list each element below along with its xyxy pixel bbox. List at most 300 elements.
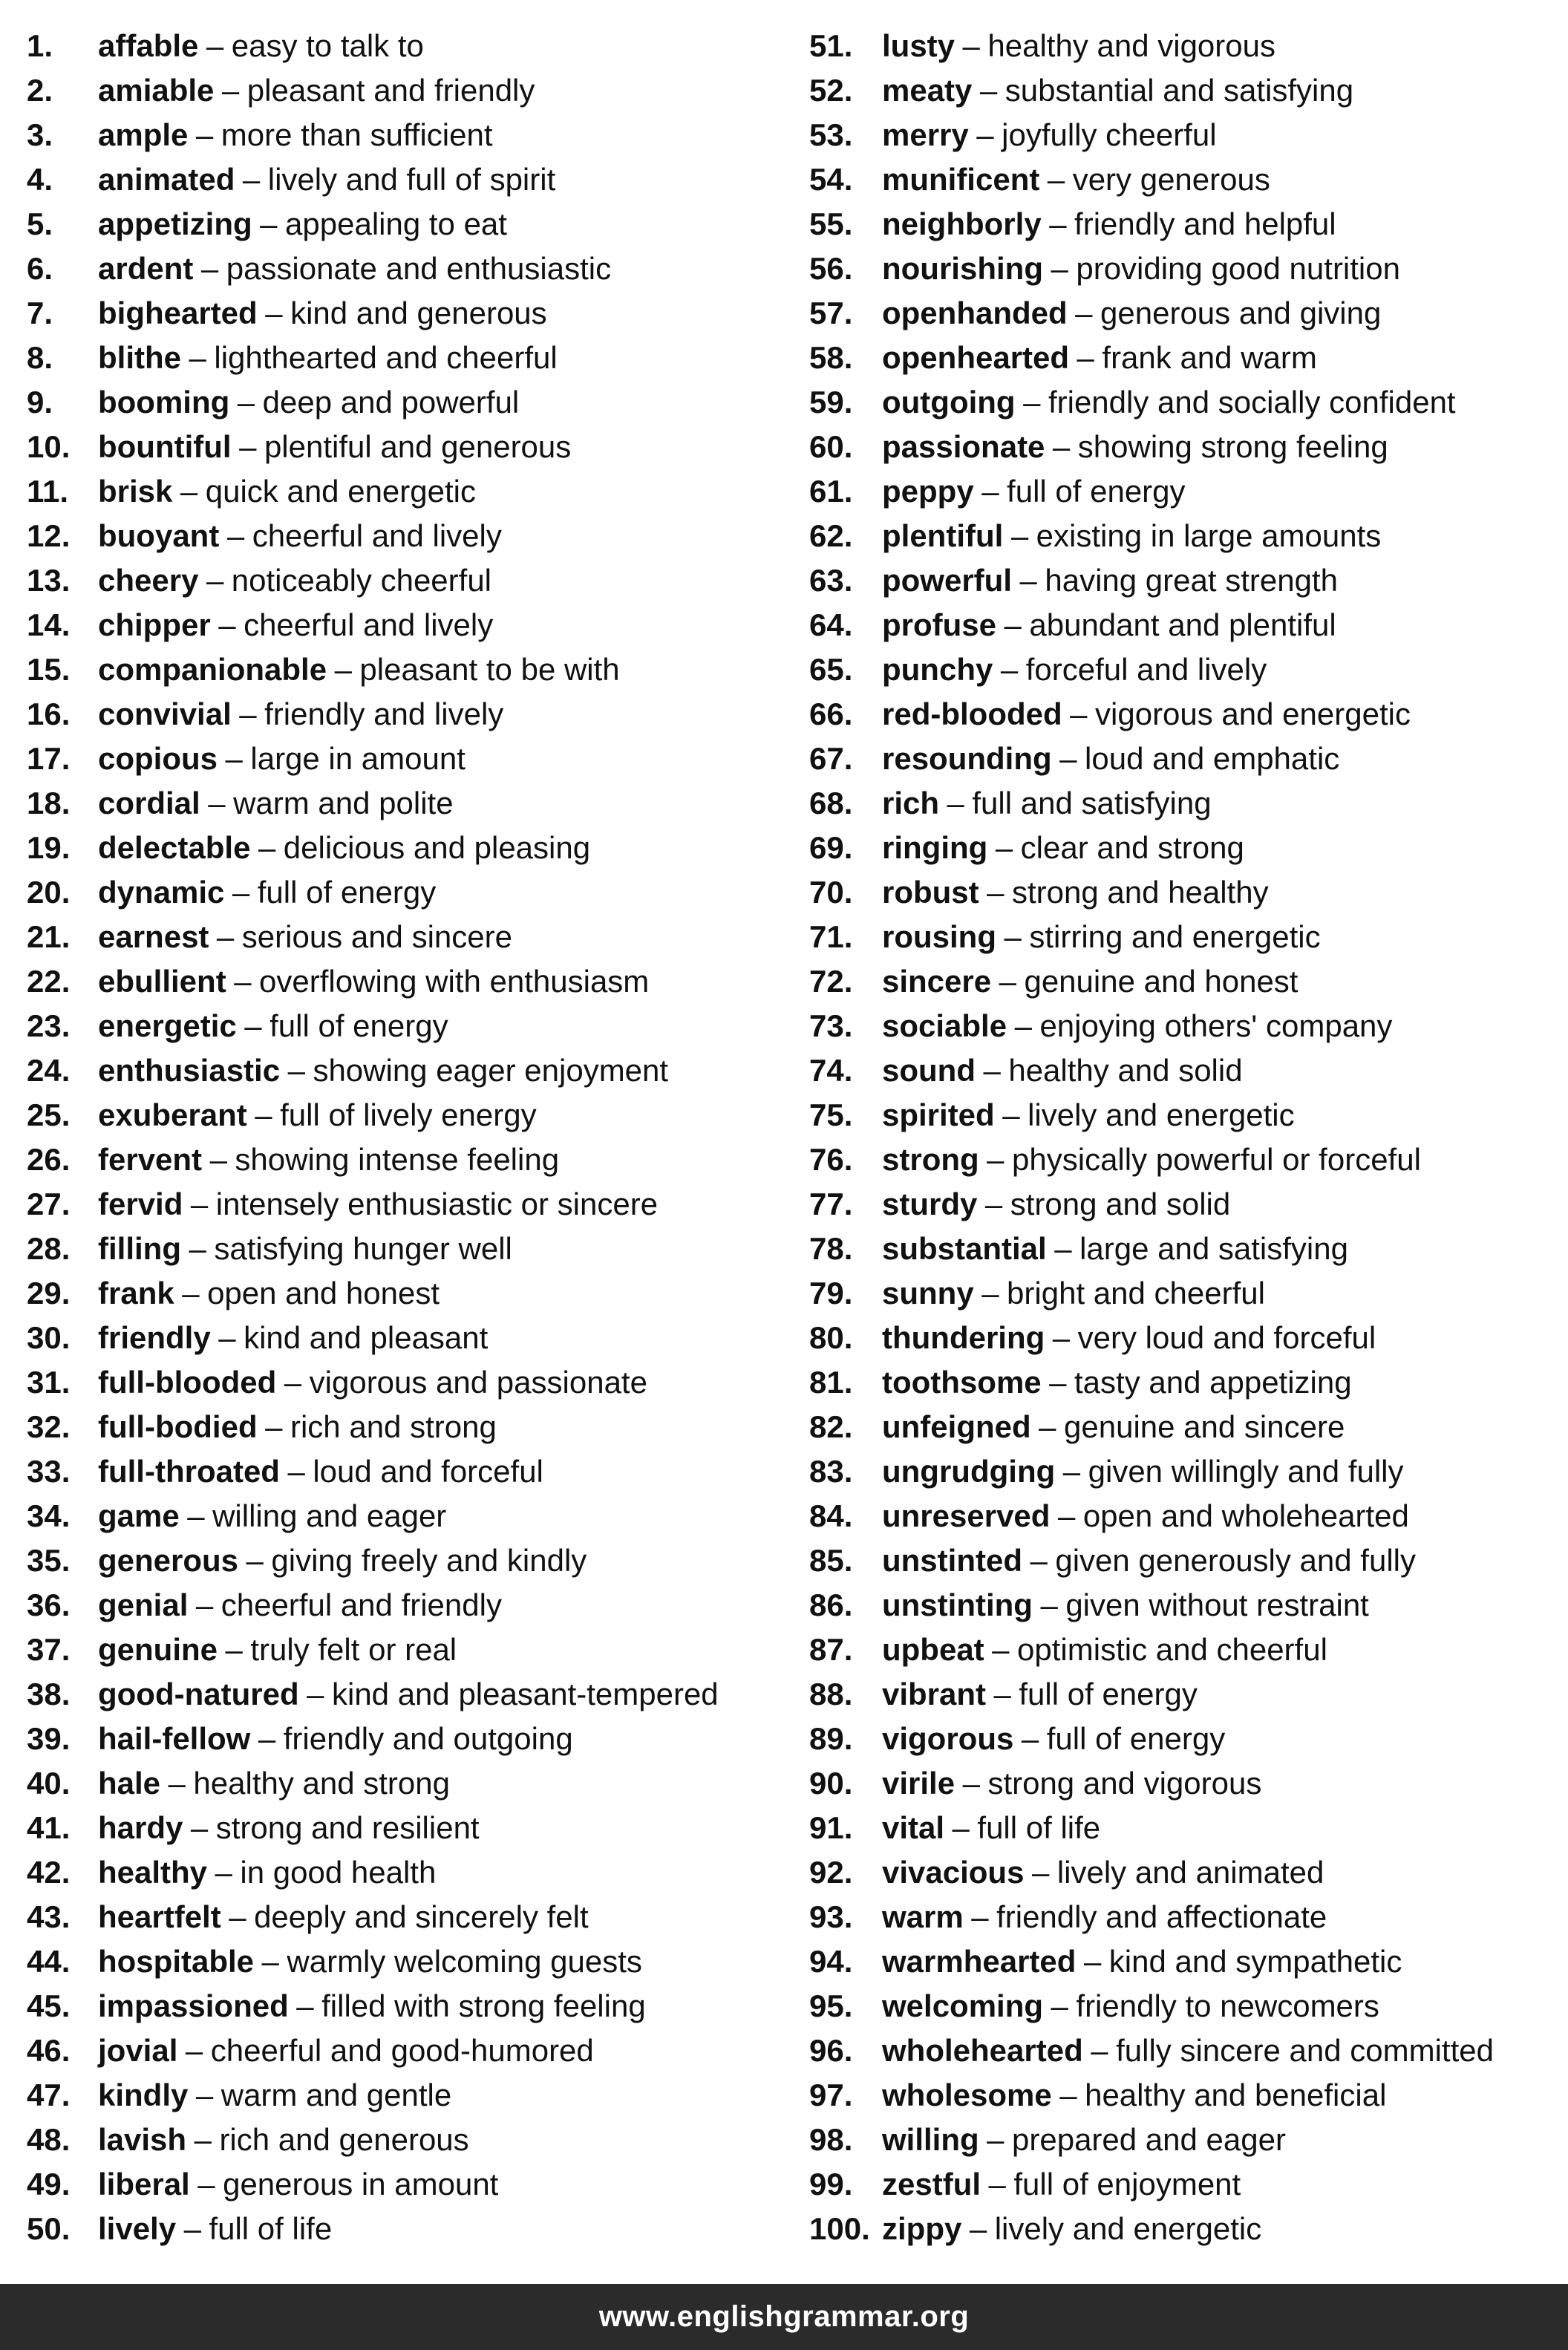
item-number: 94. [809,1944,853,1979]
item-separator: – [1039,1409,1056,1444]
item-word: profuse [882,607,997,642]
list-item [809,915,1559,959]
item-separator: – [1021,1721,1039,1756]
item-word: substantial [882,1231,1047,1266]
item-separator: – [1014,1008,1032,1043]
item-definition: joyfully cheerful [1002,117,1217,152]
list-item [27,647,791,692]
item-number: 71. [809,919,853,954]
list-item [809,68,1559,113]
item-separator: – [242,162,261,197]
item-separator: – [984,1187,1003,1221]
item-word: unstinted [882,1543,1022,1578]
item-definition: easy to talk to [231,28,424,63]
item-word: earnest [98,919,209,954]
list-item [809,1895,1559,1939]
item-number: 80. [809,1320,853,1355]
item-definition: full of life [977,1810,1101,1845]
item-definition: truly felt or real [250,1632,457,1667]
item-word: ample [98,117,189,152]
item-word: amiable [98,73,215,108]
item-definition: friendly and outgoing [283,1721,573,1756]
item-definition: rich and generous [219,2122,469,2157]
item-definition: stirring and energetic [1029,919,1321,954]
list-item [27,2118,791,2162]
item-separator: – [1077,340,1094,375]
item-word: generous [98,1543,239,1578]
item-separator: – [981,1276,999,1311]
item-word: hail-fellow [98,1721,251,1756]
list-item [27,1271,791,1316]
item-definition: pleasant and friendly [246,73,535,108]
item-number: 23. [27,1008,71,1043]
list-item [27,2162,791,2207]
item-number: 8. [27,340,53,375]
list-item [27,1405,791,1449]
item-word: animated [98,162,235,197]
item-separator: – [1051,251,1068,286]
item-definition: abundant and plentiful [1029,607,1336,642]
item-number: 6. [27,251,53,286]
item-word: full-blooded [98,1365,277,1400]
item-separator: – [987,875,1004,910]
item-word: exuberant [98,1097,247,1132]
item-separator: – [1030,1543,1048,1578]
item-definition: full of energy [270,1008,448,1043]
list-item [27,1717,791,1761]
list-item [27,1182,791,1227]
list-item [27,291,791,336]
item-separator: – [244,1008,262,1043]
item-definition: loud and forceful [313,1454,543,1489]
item-word: outgoing [882,385,1016,420]
item-definition: large in amount [250,741,466,776]
item-word: peppy [882,474,974,509]
item-definition: kind and pleasant [244,1320,489,1355]
list-item [809,1182,1559,1227]
item-separator: – [221,73,240,108]
item-separator: – [1052,1320,1071,1355]
item-number: 85. [809,1543,853,1578]
item-separator: – [182,1276,200,1311]
item-definition: noticeably cheerful [231,563,492,598]
item-number: 19. [27,830,71,865]
list-item [27,692,791,737]
item-number: 53. [809,117,853,152]
list-item [809,959,1559,1004]
item-number: 11. [27,474,69,509]
item-separator: – [218,607,236,642]
list-item [27,1138,791,1182]
footer-website-url: www.englishgrammar.org [598,2300,970,2333]
list-item [809,1806,1559,1850]
item-number: 28. [27,1231,71,1266]
item-word: willing [882,2122,979,2157]
item-definition: generous in amount [223,2167,499,2202]
item-number: 27. [27,1187,71,1221]
list-item [809,1761,1559,1806]
list-item [809,692,1559,737]
list-item [27,247,791,291]
item-number: 98. [809,2122,853,2157]
item-separator: – [988,2167,1006,2202]
list-item [27,113,791,157]
item-word: wholehearted [882,2033,1083,2068]
item-definition: generous and giving [1100,296,1382,330]
item-word: unreserved [882,1498,1051,1533]
item-number: 64. [809,607,853,642]
item-separator: – [334,652,352,687]
list-item [27,915,791,959]
list-item [27,1449,791,1494]
list-item [809,2028,1559,2073]
item-separator: – [246,1543,264,1578]
list-item [809,1227,1559,1271]
item-separator: – [226,518,245,553]
item-separator: – [234,964,252,999]
item-definition: passionate and enthusiastic [226,251,612,286]
item-word: filling [98,1231,181,1266]
item-separator: – [258,830,276,865]
item-separator: – [1049,1365,1067,1400]
item-number: 43. [27,1899,71,1934]
item-number: 50. [27,2211,71,2246]
list-item [27,1538,791,1583]
item-definition: showing eager enjoyment [313,1053,669,1088]
item-number: 17. [27,741,71,776]
list-item [809,1360,1559,1405]
item-definition: strong and solid [1010,1187,1231,1221]
item-word: passionate [882,429,1045,464]
item-definition: full of enjoyment [1013,2167,1241,2202]
item-definition: very generous [1072,162,1270,197]
list-item [809,1717,1559,1761]
item-number: 95. [809,1988,853,2023]
item-definition: tasty and appetizing [1074,1365,1352,1400]
list-item [809,1449,1559,1494]
list-item [27,737,791,781]
item-word: ardent [98,251,194,286]
item-word: vigorous [882,1721,1014,1756]
item-separator: – [296,1988,314,2023]
item-number: 29. [27,1276,71,1311]
item-word: resounding [882,741,1052,776]
list-item [27,24,791,68]
item-word: full-bodied [98,1409,258,1444]
list-item [809,826,1559,870]
item-word: lively [98,2211,177,2246]
item-number: 97. [809,2078,853,2112]
item-number: 63. [809,563,853,598]
item-separator: – [239,429,257,464]
item-definition: filled with strong feeling [321,1988,646,2023]
item-separator: – [992,1632,1010,1667]
item-definition: full of energy [257,875,437,910]
item-number: 74. [809,1053,853,1088]
item-word: sociable [882,1008,1007,1043]
item-separator: – [962,28,980,63]
list-item [27,1004,791,1048]
item-separator: – [189,1231,206,1266]
item-definition: given willingly and fully [1088,1454,1404,1489]
item-number: 90. [809,1766,853,1801]
list-item [809,157,1559,202]
item-word: cheery [98,563,199,598]
item-definition: satisfying hunger well [214,1231,512,1266]
item-separator: – [195,117,214,152]
item-word: brisk [98,474,173,509]
item-word: lusty [882,28,956,63]
list-item [809,1538,1559,1583]
list-item [809,291,1559,336]
item-separator: – [969,2211,987,2246]
item-separator: – [976,117,994,152]
item-number: 47. [27,2078,71,2112]
item-separator: – [952,1810,970,1845]
item-definition: strong and healthy [1012,875,1269,910]
item-definition: lively and full of spirit [267,162,556,197]
item-word: genial [98,1587,189,1622]
item-word: warm [882,1899,964,1934]
item-number: 88. [809,1677,853,1711]
list-item [809,1628,1559,1672]
list-item [27,1939,791,1984]
item-definition: healthy and solid [1008,1053,1243,1088]
item-number: 21. [27,919,71,954]
list-item [809,1405,1559,1449]
item-word: rich [882,786,940,820]
item-separator: – [1023,385,1041,420]
item-number: 14. [27,607,71,642]
item-number: 56. [809,251,853,286]
item-definition: willing and eager [212,1498,447,1533]
item-separator: – [255,1097,272,1132]
item-separator: – [1054,1231,1072,1266]
item-separator: – [215,1855,232,1890]
item-word: lavish [98,2122,187,2157]
item-word: fervid [98,1187,183,1221]
item-definition: kind and generous [290,296,547,330]
item-separator: – [993,1677,1011,1711]
list-item [27,336,791,380]
item-definition: genuine and sincere [1064,1409,1345,1444]
list-item [809,113,1559,157]
item-separator: – [995,830,1013,865]
list-item [27,1583,791,1628]
item-word: toothsome [882,1365,1042,1400]
item-number: 61. [809,474,853,509]
item-definition: prepared and eager [1012,2122,1286,2157]
item-word: frank [98,1276,174,1311]
item-word: sturdy [882,1187,978,1221]
item-definition: open and honest [207,1276,440,1311]
list-item [27,1093,791,1138]
item-number: 81. [809,1365,853,1400]
item-word: nourishing [882,251,1043,286]
item-number: 76. [809,1142,853,1177]
item-separator: – [190,1187,209,1221]
item-word: bountiful [98,429,232,464]
item-word: strong [882,1142,979,1177]
item-word: buoyant [98,518,220,553]
item-separator: – [1047,162,1065,197]
item-separator: – [265,1409,283,1444]
item-definition: giving freely and kindly [271,1543,587,1578]
item-separator: – [225,1632,243,1667]
list-item [27,781,791,826]
item-definition: lively and energetic [1028,1097,1295,1132]
item-separator: – [1059,741,1077,776]
item-number: 59. [809,385,853,420]
item-separator: – [1019,563,1037,598]
item-word: energetic [98,1008,237,1043]
item-definition: appealing to eat [285,206,507,241]
item-definition: friendly to newcomers [1076,1988,1379,2023]
item-separator: – [1083,1944,1102,1979]
item-word: sunny [882,1276,974,1311]
list-item [809,2118,1559,2162]
item-separator: – [1010,518,1029,553]
item-separator: – [981,474,999,509]
item-word: appetizing [98,206,252,241]
item-separator: – [999,964,1016,999]
item-word: convivial [98,696,232,731]
list-item [27,603,791,647]
list-item [809,336,1559,380]
list-item [27,1494,791,1538]
list-item [27,1048,791,1093]
list-item [809,425,1559,469]
item-separator: – [195,1587,214,1622]
list-item [27,1227,791,1271]
item-word: ebullient [98,964,226,999]
item-word: hale [98,1766,161,1801]
item-word: vital [882,1810,945,1845]
list-item [809,1271,1559,1316]
item-definition: given generously and fully [1055,1543,1416,1578]
item-definition: cheerful and lively [252,518,502,553]
item-word: delectable [98,830,251,865]
item-word: upbeat [882,1632,984,1667]
item-separator: – [1059,2078,1077,2112]
item-separator: – [185,2033,203,2068]
list-item [809,2162,1559,2207]
list-item [809,380,1559,425]
list-item [27,1761,791,1806]
item-number: 92. [809,1855,853,1890]
item-number: 79. [809,1276,853,1311]
item-word: rousing [882,919,996,954]
item-number: 91. [809,1810,853,1845]
item-definition: vigorous and passionate [309,1365,647,1400]
list-item [809,514,1559,558]
list-item [27,1850,791,1895]
item-word: munificent [882,162,1040,197]
item-word: unstinting [882,1587,1033,1622]
list-item [27,425,791,469]
item-definition: large and satisfying [1079,1231,1348,1266]
item-separator: – [1062,1454,1081,1489]
item-word: cordial [98,786,200,820]
item-definition: having great strength [1045,563,1338,598]
item-definition: friendly and affectionate [996,1899,1327,1934]
item-separator: – [206,563,224,598]
item-number: 70. [809,875,853,910]
list-item [809,1939,1559,1984]
item-separator: – [218,1320,236,1355]
item-separator: – [232,875,250,910]
item-number: 22. [27,964,71,999]
item-definition: full of energy [1046,1721,1226,1756]
item-separator: – [265,296,283,330]
item-word: copious [98,741,218,776]
item-word: warmhearted [882,1944,1077,1979]
item-definition: intensely enthusiastic or sincere [215,1187,659,1221]
item-separator: – [287,1454,305,1489]
item-definition: showing intense feeling [235,1142,560,1177]
item-definition: lighthearted and cheerful [214,340,558,375]
item-word: bighearted [98,296,258,330]
item-number: 3. [27,117,53,152]
list-item [809,1984,1559,2028]
item-definition: loud and emphatic [1085,741,1340,776]
item-number: 7. [27,296,53,330]
item-definition: serious and sincere [241,919,512,954]
item-word: openhearted [882,340,1070,375]
list-item [809,2207,1559,2251]
item-number: 60. [809,429,853,464]
list-item [27,1628,791,1672]
item-definition: full of energy [1007,474,1186,509]
item-separator: – [1004,607,1022,642]
item-definition: deeply and sincerely felt [254,1899,589,1934]
list-item [809,2073,1559,2118]
list-item [27,1984,791,2028]
item-separator: – [208,786,226,820]
item-number: 67. [809,741,853,776]
item-number: 30. [27,1320,71,1355]
item-separator: – [962,1766,980,1801]
item-separator: – [260,206,278,241]
item-definition: warmly welcoming guests [287,1944,642,1979]
list-item [27,959,791,1004]
item-number: 86. [809,1587,853,1622]
item-separator: – [1002,1097,1020,1132]
item-definition: clear and strong [1020,830,1244,865]
item-number: 52. [809,73,853,108]
item-word: plentiful [882,518,1004,553]
item-number: 36. [27,1587,71,1622]
item-word: affable [98,28,199,63]
item-definition: enjoying others' company [1039,1008,1393,1043]
item-word: fervent [98,1142,203,1177]
item-word: blithe [98,340,181,375]
item-number: 16. [27,696,71,731]
list-item [27,870,791,915]
item-number: 96. [809,2033,853,2068]
item-separator: – [261,1944,279,1979]
item-word: zippy [882,2211,962,2246]
item-separator: – [237,385,255,420]
list-item [27,558,791,603]
item-number: 31. [27,1365,71,1400]
list-item [809,647,1559,692]
item-number: 93. [809,1899,853,1934]
item-definition: healthy and vigorous [987,28,1275,63]
item-definition: kind and sympathetic [1108,1944,1402,1979]
item-number: 58. [809,340,853,375]
item-definition: lively and animated [1056,1855,1324,1890]
